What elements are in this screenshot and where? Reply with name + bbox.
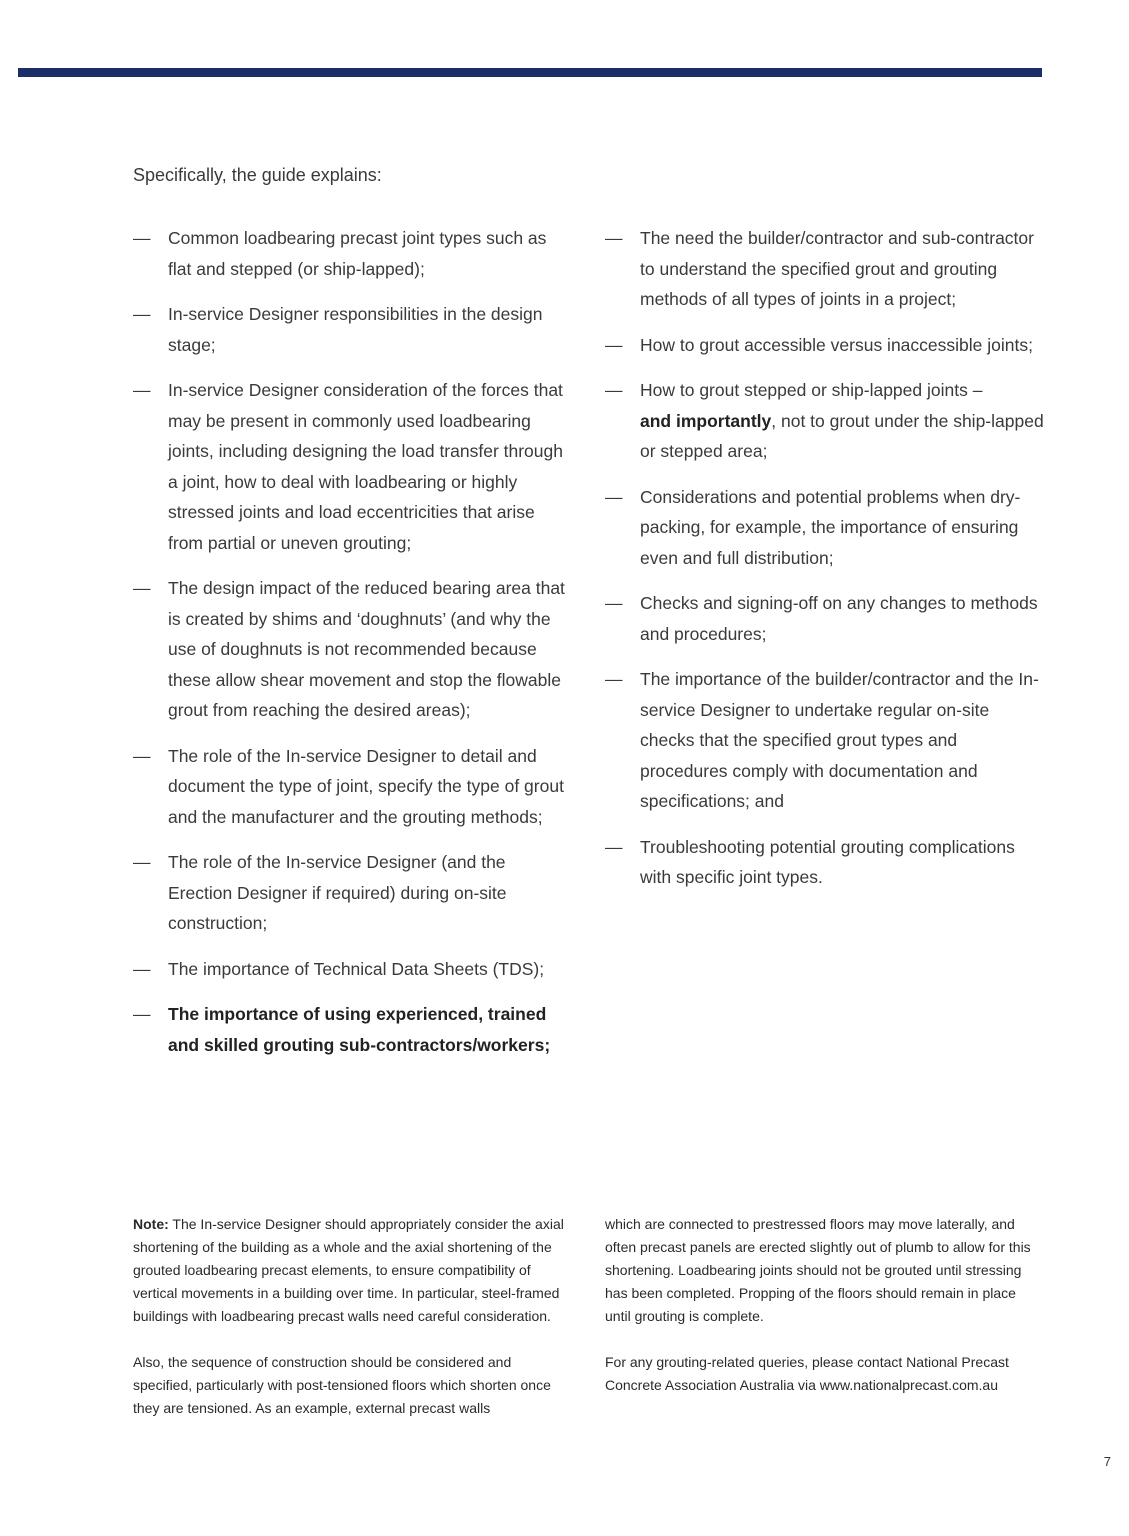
list-item: — Considerations and potential problems when dry-packing, for example, the importance of ensuring even and full distribution; <box>605 486 1021 568</box>
list-item: — The role of the In-service Designer to detail and document the type of joint, specify the type of grout and the manufacturer and the grouting methods; <box>133 745 564 827</box>
list-item: — The need the builder/contractor and sub-contractor to understand the specified grout and grouting methods of all types of joints in a project; <box>605 228 1034 309</box>
left-bullet-list <box>133 223 573 1060</box>
header-rule <box>18 68 1042 77</box>
right-bullet-list <box>605 223 1045 893</box>
list-item: — How to grout stepped or ship-lapped joints – and importantly, not to grout under the ship-lapped or stepped area; <box>605 380 1044 461</box>
intro-text: Specifically, the guide explains: <box>133 165 382 185</box>
list-item: — The importance of Technical Data Sheets (TDS); <box>133 958 545 979</box>
note-paragraph: which are connected to prestressed floors may move laterally, and often precast panels are erected slightly out of plumb to allow for this shortening. Loadbearing joints should not be grouted until stressing has been completed. Propping of the floors should remain in place until grouting is complete. <box>605 1216 1031 1324</box>
note-right-column <box>605 1213 1045 1420</box>
list-item: — In-service Designer consideration of the forces that may be present in commonly used loadbearing joints, including designing the load transfer through a joint, how to deal with loadbearing or highly stressed joints and load eccentricities that arise from partial or uneven grouting; <box>133 380 563 553</box>
list-item-emphasis: — The importance of using experienced, trained and skilled grouting sub-contractors/workers; <box>133 1004 551 1055</box>
left-column <box>133 223 573 1075</box>
page-number: 7 <box>1103 1454 1111 1469</box>
note-paragraph: Also, the sequence of construction should be considered and specified, particularly with post-tensioned floors which shorten once they are tensioned. As an example, external precast walls <box>133 1354 551 1416</box>
note-paragraph: Note: The In-service Designer should appropriately consider the axial shortening of the building as a whole and the axial shortening of the grouted loadbearing precast elements, to ensure compatibility of vertical movements in a building over time. In particular, steel-framed buildings with loadbearing precast walls need careful consideration. <box>133 1216 564 1324</box>
right-column <box>605 223 1045 908</box>
list-item: — The design impact of the reduced bearing area that is created by shims and ‘doughnuts’ (and why the use of doughnuts is not recommended because these allow shear movement and stop the flowable grout from reaching the desired areas); <box>133 578 565 720</box>
contact-paragraph: For any grouting-related queries, please contact National Precast Concrete Association Australia via www.nationalprecast.com.au <box>605 1354 1009 1393</box>
list-item: — Troubleshooting potential grouting complications with specific joint types. <box>605 836 1015 887</box>
note-left-column <box>133 1213 573 1443</box>
list-item: — The importance of the builder/contractor and the In-service Designer to undertake regular on-site checks that the specified grout types and procedures comply with documentation and specifications; and <box>605 669 1039 811</box>
list-item: — In-service Designer responsibilities in the design stage; <box>133 304 543 355</box>
list-item: — Common loadbearing precast joint types such as flat and stepped (or ship-lapped); <box>133 228 547 279</box>
list-item: — How to grout accessible versus inaccessible joints; <box>605 334 1033 355</box>
list-item: — Checks and signing-off on any changes to methods and procedures; <box>605 593 1038 644</box>
list-item: — The role of the In-service Designer (and the Erection Designer if required) during on-site construction; <box>133 852 507 933</box>
